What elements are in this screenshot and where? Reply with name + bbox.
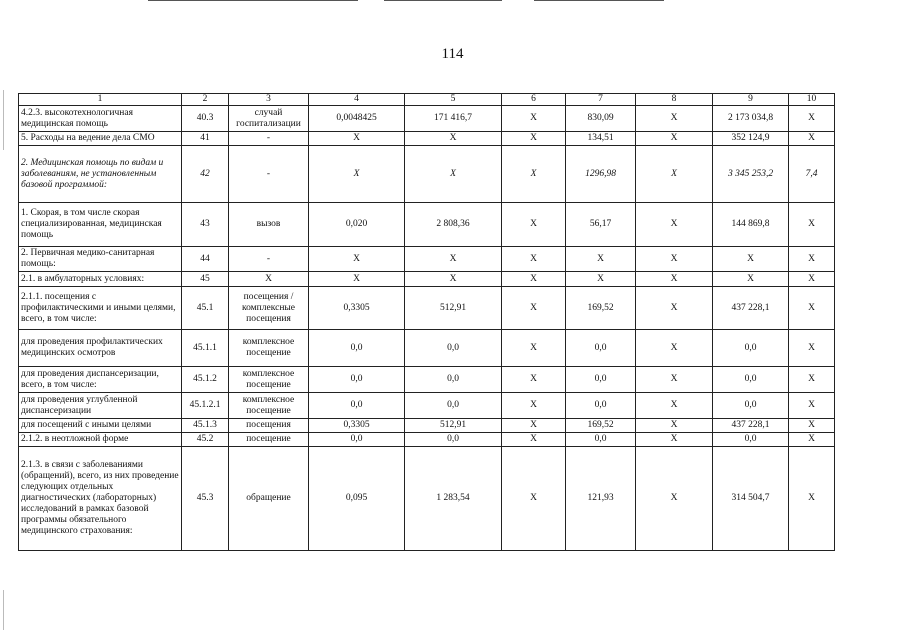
- col6-cell: X: [502, 247, 566, 272]
- col6-cell: X: [502, 132, 566, 146]
- col6-cell: X: [502, 203, 566, 247]
- col6-cell: X: [502, 272, 566, 287]
- col10-cell: X: [789, 330, 835, 367]
- col8-cell: X: [636, 447, 713, 551]
- header-cell: 6: [502, 94, 566, 106]
- row-name-cell: для посещений с иными целями: [19, 419, 182, 433]
- col7-cell: 0,0: [566, 367, 636, 393]
- col7-cell: 0,0: [566, 433, 636, 447]
- row-name-cell: 2. Первичная медико-санитарная помощь:: [19, 247, 182, 272]
- col9-cell: 0,0: [713, 330, 789, 367]
- col10-cell: X: [789, 132, 835, 146]
- header-cell: 1: [19, 94, 182, 106]
- col8-cell: X: [636, 287, 713, 330]
- header-cell: 2: [182, 94, 229, 106]
- header-row: [19, 94, 835, 106]
- col8-cell: X: [636, 203, 713, 247]
- col5-cell: X: [405, 247, 502, 272]
- col5-cell: 0,0: [405, 330, 502, 367]
- col8-cell: X: [636, 146, 713, 203]
- col9-cell: 2 173 034,8: [713, 106, 789, 132]
- table-row: [19, 330, 835, 367]
- row-name-cell: 2.1.2. в неотложной форме: [19, 433, 182, 447]
- col7-cell: 0,0: [566, 393, 636, 419]
- col10-cell: X: [789, 393, 835, 419]
- top-rule-right: [534, 0, 664, 1]
- col5-cell: 2 808,36: [405, 203, 502, 247]
- table-row: [19, 393, 835, 419]
- row-name-cell: 2.1. в амбулаторных условиях:: [19, 272, 182, 287]
- col7-cell: X: [566, 247, 636, 272]
- col5-cell: X: [405, 272, 502, 287]
- row-name-cell: 2.1.1. посещения с профилактическими и иными целями, всего, в том числе:: [19, 287, 182, 330]
- col4-cell: 0,0048425: [309, 106, 405, 132]
- unit-cell: X: [229, 272, 309, 287]
- row-name-cell: для проведения углубленной диспансеризации: [19, 393, 182, 419]
- col8-cell: X: [636, 367, 713, 393]
- col5-cell: 512,91: [405, 419, 502, 433]
- row-code-cell: 42: [182, 146, 229, 203]
- budget-table: [18, 93, 835, 551]
- row-code-cell: 45.1.1: [182, 330, 229, 367]
- top-rule-left: [148, 0, 358, 1]
- unit-cell: комплексное посещение: [229, 367, 309, 393]
- col5-cell: 0,0: [405, 393, 502, 419]
- unit-cell: -: [229, 132, 309, 146]
- col7-cell: 0,0: [566, 330, 636, 367]
- scan-edge-bottom: [3, 590, 4, 630]
- row-code-cell: 45.1.2.1: [182, 393, 229, 419]
- col6-cell: X: [502, 106, 566, 132]
- header-cell: 9: [713, 94, 789, 106]
- unit-cell: вызов: [229, 203, 309, 247]
- col9-cell: 0,0: [713, 393, 789, 419]
- col10-cell: X: [789, 433, 835, 447]
- row-code-cell: 45: [182, 272, 229, 287]
- col10-cell: X: [789, 203, 835, 247]
- header-cell: 5: [405, 94, 502, 106]
- table-row: [19, 132, 835, 146]
- row-code-cell: 45.1: [182, 287, 229, 330]
- col7-cell: 1296,98: [566, 146, 636, 203]
- table-row: [19, 287, 835, 330]
- col5-cell: X: [405, 132, 502, 146]
- row-name-cell: для проведения диспансеризации, всего, в том числе:: [19, 367, 182, 393]
- col9-cell: X: [713, 272, 789, 287]
- col7-cell: 121,93: [566, 447, 636, 551]
- col9-cell: X: [713, 247, 789, 272]
- col6-cell: X: [502, 447, 566, 551]
- col7-cell: 169,52: [566, 287, 636, 330]
- row-code-cell: 44: [182, 247, 229, 272]
- col10-cell: X: [789, 272, 835, 287]
- col6-cell: X: [502, 419, 566, 433]
- table-row: [19, 203, 835, 247]
- col10-cell: X: [789, 447, 835, 551]
- col9-cell: 352 124,9: [713, 132, 789, 146]
- unit-cell: посещения / комплексные посещения: [229, 287, 309, 330]
- col6-cell: X: [502, 433, 566, 447]
- col10-cell: X: [789, 367, 835, 393]
- col7-cell: 134,51: [566, 132, 636, 146]
- header-cell: 3: [229, 94, 309, 106]
- col8-cell: X: [636, 132, 713, 146]
- col4-cell: 0,095: [309, 447, 405, 551]
- row-name-cell: 4.2.3. высокотехнологичная медицинская помощь: [19, 106, 182, 132]
- table-row: [19, 419, 835, 433]
- table-body: [19, 94, 835, 551]
- scan-edge-top: [3, 90, 4, 150]
- col5-cell: X: [405, 146, 502, 203]
- col9-cell: 437 228,1: [713, 287, 789, 330]
- col8-cell: X: [636, 393, 713, 419]
- col9-cell: 0,0: [713, 433, 789, 447]
- col4-cell: 0,020: [309, 203, 405, 247]
- col8-cell: X: [636, 247, 713, 272]
- col4-cell: X: [309, 272, 405, 287]
- col9-cell: 144 869,8: [713, 203, 789, 247]
- col4-cell: X: [309, 132, 405, 146]
- table-row: [19, 433, 835, 447]
- top-rule-mid: [384, 0, 502, 1]
- row-code-cell: 45.1.2: [182, 367, 229, 393]
- row-name-cell: для проведения профилактических медицинских осмотров: [19, 330, 182, 367]
- row-code-cell: 40.3: [182, 106, 229, 132]
- row-code-cell: 45.3: [182, 447, 229, 551]
- col5-cell: 1 283,54: [405, 447, 502, 551]
- col4-cell: 0,0: [309, 367, 405, 393]
- col8-cell: X: [636, 106, 713, 132]
- unit-cell: обращение: [229, 447, 309, 551]
- row-code-cell: 45.1.3: [182, 419, 229, 433]
- col5-cell: 0,0: [405, 433, 502, 447]
- col8-cell: X: [636, 272, 713, 287]
- col10-cell: X: [789, 106, 835, 132]
- row-name-cell: 2. Медицинская помощь по видам и заболеваниям, не установленным базовой программой:: [19, 146, 182, 203]
- row-code-cell: 43: [182, 203, 229, 247]
- header-cell: 10: [789, 94, 835, 106]
- unit-cell: посещения: [229, 419, 309, 433]
- row-name-cell: 5. Расходы на ведение дела СМО: [19, 132, 182, 146]
- col7-cell: 56,17: [566, 203, 636, 247]
- col10-cell: X: [789, 419, 835, 433]
- col9-cell: 314 504,7: [713, 447, 789, 551]
- col9-cell: 0,0: [713, 367, 789, 393]
- unit-cell: -: [229, 247, 309, 272]
- col6-cell: X: [502, 393, 566, 419]
- row-name-cell: 2.1.3. в связи с заболеваниями (обращений), всего, из них проведение следующих отдельных диагностических (лабораторных) исследований в рамках базовой программы обязательного медицинского страхования:: [19, 447, 182, 551]
- col4-cell: X: [309, 146, 405, 203]
- col6-cell: X: [502, 146, 566, 203]
- col4-cell: 0,0: [309, 330, 405, 367]
- col4-cell: 0,3305: [309, 287, 405, 330]
- table-row: [19, 272, 835, 287]
- unit-cell: комплексное посещение: [229, 330, 309, 367]
- row-code-cell: 41: [182, 132, 229, 146]
- row-name-cell: 1. Скорая, в том числе скорая специализированная, медицинская помощь: [19, 203, 182, 247]
- col4-cell: 0,0: [309, 393, 405, 419]
- row-code-cell: 45.2: [182, 433, 229, 447]
- table-row: [19, 447, 835, 551]
- col10-cell: 7,4: [789, 146, 835, 203]
- col5-cell: 512,91: [405, 287, 502, 330]
- col8-cell: X: [636, 330, 713, 367]
- col5-cell: 0,0: [405, 367, 502, 393]
- col6-cell: X: [502, 287, 566, 330]
- header-cell: 8: [636, 94, 713, 106]
- col10-cell: X: [789, 287, 835, 330]
- table-row: [19, 367, 835, 393]
- col4-cell: 0,3305: [309, 419, 405, 433]
- col9-cell: 3 345 253,2: [713, 146, 789, 203]
- table-row: [19, 247, 835, 272]
- page-number: 114: [441, 46, 464, 62]
- col7-cell: 169,52: [566, 419, 636, 433]
- col8-cell: X: [636, 419, 713, 433]
- col4-cell: 0,0: [309, 433, 405, 447]
- col10-cell: X: [789, 247, 835, 272]
- col6-cell: X: [502, 367, 566, 393]
- unit-cell: -: [229, 146, 309, 203]
- unit-cell: комплексное посещение: [229, 393, 309, 419]
- unit-cell: посещение: [229, 433, 309, 447]
- col5-cell: 171 416,7: [405, 106, 502, 132]
- col7-cell: 830,09: [566, 106, 636, 132]
- table-row: [19, 106, 835, 132]
- header-cell: 4: [309, 94, 405, 106]
- header-cell: 7: [566, 94, 636, 106]
- table-row: [19, 146, 835, 203]
- unit-cell: случай госпитализации: [229, 106, 309, 132]
- col6-cell: X: [502, 330, 566, 367]
- col8-cell: X: [636, 433, 713, 447]
- col4-cell: X: [309, 247, 405, 272]
- col7-cell: X: [566, 272, 636, 287]
- col9-cell: 437 228,1: [713, 419, 789, 433]
